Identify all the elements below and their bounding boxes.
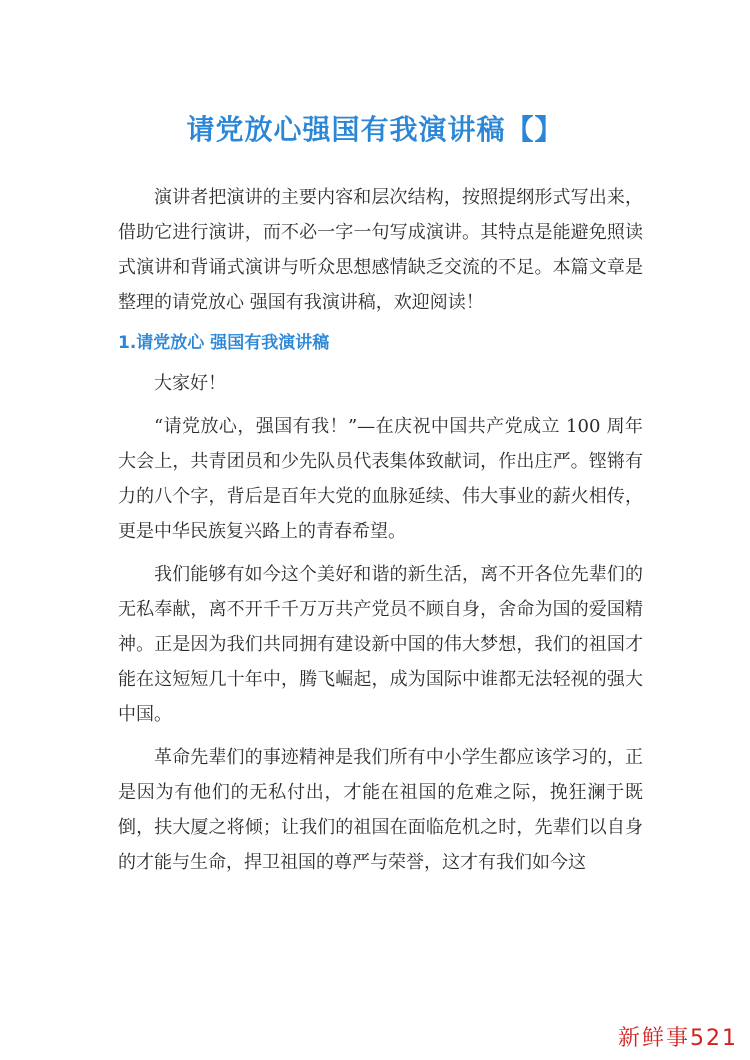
body-paragraph-3: 革命先辈们的事迹精神是我们所有中小学生都应该学习的，正是因为有他们的无私付出，才能在祖国的危难之际，挽狂澜于既倒，扶大厦之将倾；让我们的祖国在面临危机之时，先辈们以自身的才能与生命，捍卫祖国的尊严与荣誉，这才有我们如今这 bbox=[118, 747, 643, 873]
body-paragraph-2: 我们能够有如今这个美好和谐的新生活，离不开各位先辈们的无私奉献，离不开千千万万共产党员不顾自身，舍命为国的爱国精神。正是因为我们共同拥有建设新中国的伟大梦想，我们的祖国才能在这短短几十年中，腾飞崛起，成为国际中谁都无法轻视的强大中国。 bbox=[118, 564, 643, 725]
body-paragraph-1: “请党放心，强国有我！”—在庆祝中国共产党成立 100 周年大会上，共青团员和少先队员代表集体致献词，作出庄严。铿锵有力的八个字，背后是百年大党的血脉延续、伟大事业的薪火相传，更是中华民族复兴路上的青春希望。 bbox=[118, 416, 643, 542]
document-body bbox=[118, 180, 643, 880]
section-heading: 1.请党放心 强国有我演讲稿 bbox=[118, 333, 330, 353]
page-title: 请党放心强国有我演讲稿【】 bbox=[186, 113, 564, 146]
intro-paragraph: 演讲者把演讲的主要内容和层次结构，按照提纲形式写出来，借助它进行演讲，而不必一字一句写成演讲。其特点是能避免照读式演讲和背诵式演讲与听众思想感情缺乏交流的不足。本篇文章是整理的请党放心 强国有我演讲稿，欢迎阅读！ bbox=[118, 187, 643, 313]
greeting-paragraph: 大家好！ bbox=[154, 373, 226, 394]
watermark-text: 新鲜事521 bbox=[618, 1026, 738, 1051]
